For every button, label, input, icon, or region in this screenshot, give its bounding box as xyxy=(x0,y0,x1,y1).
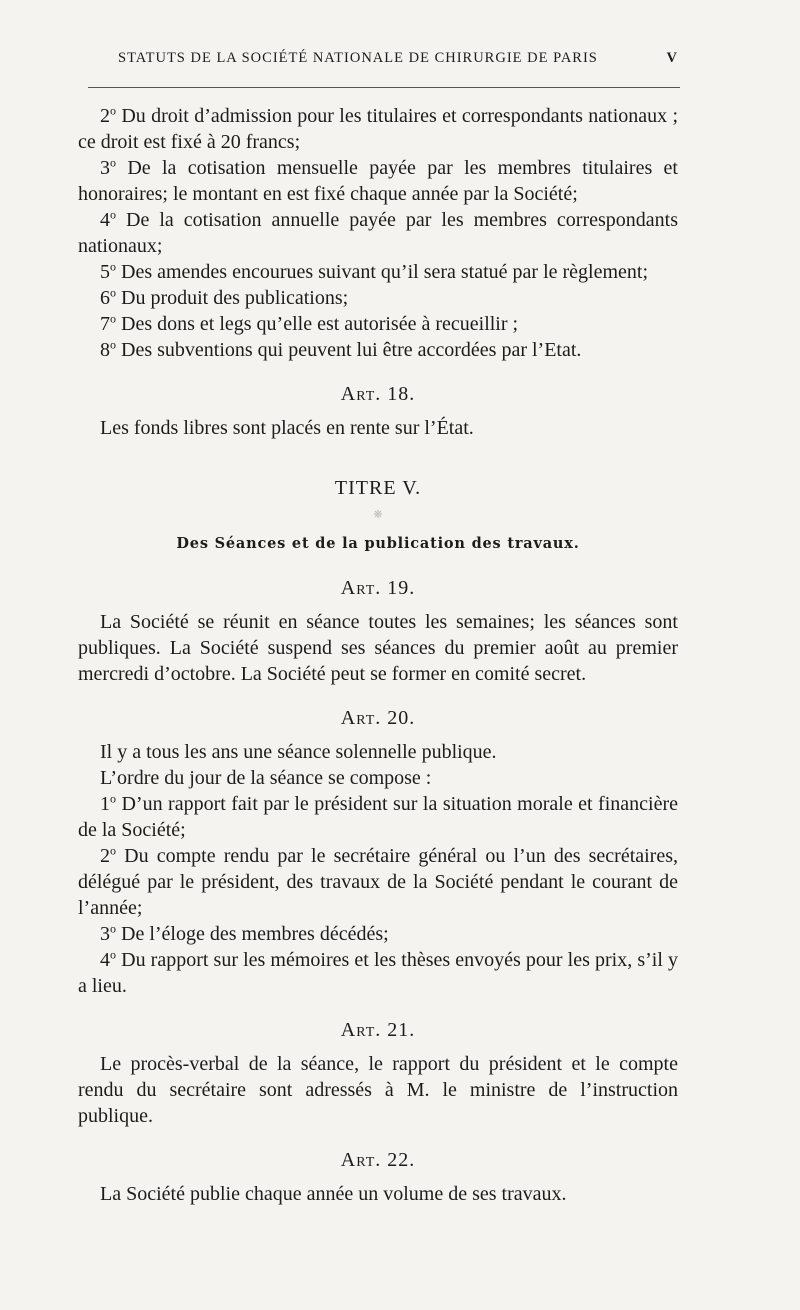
title-v-heading: TITRE V. xyxy=(334,477,422,499)
article-22-text: La Société publie chaque année un volume de ses travaux. xyxy=(100,1183,567,1205)
list-item: 4$^o$ De la cotisation annuelle payée par les membres correspondants nationaux; xyxy=(78,207,679,257)
list-item: 8$^o$ Des subventions qui peuvent lui être accordées par l’Etat. xyxy=(100,337,582,361)
article-21-text: Le procès-verbal de la séance, le rapport du président et le compte rendu du secrétaire sont adressés à M. le ministre de l’instruction publique. xyxy=(78,1053,678,1127)
list-item: 3$^o$ De la cotisation mensuelle payée par les membres titulaires et honoraires; le montant en est fixé chaque année par la Société; xyxy=(78,155,678,205)
article-21-heading: Art. 21. xyxy=(340,1019,416,1041)
article-18-text: Les fonds libres sont placés en rente sur l’État. xyxy=(100,417,474,439)
article-20-intro: L’ordre du jour de la séance se compose : xyxy=(100,767,432,789)
article-20-intro: Il y a tous les ans une séance solennelle publique. xyxy=(100,741,497,763)
article-20-heading: Art. 20. xyxy=(340,707,416,729)
page-body xyxy=(78,103,678,1207)
running-title: STATUTS DE LA SOCIÉTÉ NATIONALE DE CHIRURGIE DE PARIS xyxy=(118,50,598,66)
article-19-heading: Art. 19. xyxy=(340,577,416,599)
list-item: 1$^o$ D’un rapport fait par le président sur la situation morale et financière de la Société; xyxy=(78,791,678,841)
header-rule xyxy=(88,87,680,88)
page-number: V xyxy=(666,50,678,66)
list-item: 2$^o$ Du droit d’admission pour les titulaires et correspondants nationaux ; ce droit est fixé à 20 francs; xyxy=(78,103,679,153)
section-subtitle: Des Séances et de la publication des travaux. xyxy=(176,535,580,552)
list-item: 2$^o$ Du compte rendu par le secrétaire général ou l’un des secrétaires, délégué par le président, des travaux de la Société pendant le courant de l’année; xyxy=(78,843,679,919)
list-item: 6$^o$ Du produit des publications; xyxy=(100,285,349,309)
list-item: 4$^o$ Du rapport sur les mémoires et les thèses envoyés pour les prix, s’il y a lieu. xyxy=(78,947,679,997)
ornament-icon: ❋ xyxy=(373,509,383,521)
list-item: 3$^o$ De l’éloge des membres décédés; xyxy=(100,921,389,945)
list-item: 5$^o$ Des amendes encourues suivant qu’il sera statué par le règlement; xyxy=(100,259,649,283)
article-19-text: La Société se réunit en séance toutes les semaines; les séances sont publiques. La Société suspend ses séances du premier août au premier mercredi d’octobre. La Société peut se former en comité secret. xyxy=(78,611,678,685)
article-18-heading: Art. 18. xyxy=(340,383,416,405)
article-22-heading: Art. 22. xyxy=(340,1149,416,1171)
list-item: 7$^o$ Des dons et legs qu’elle est autorisée à recueillir ; xyxy=(100,311,519,335)
